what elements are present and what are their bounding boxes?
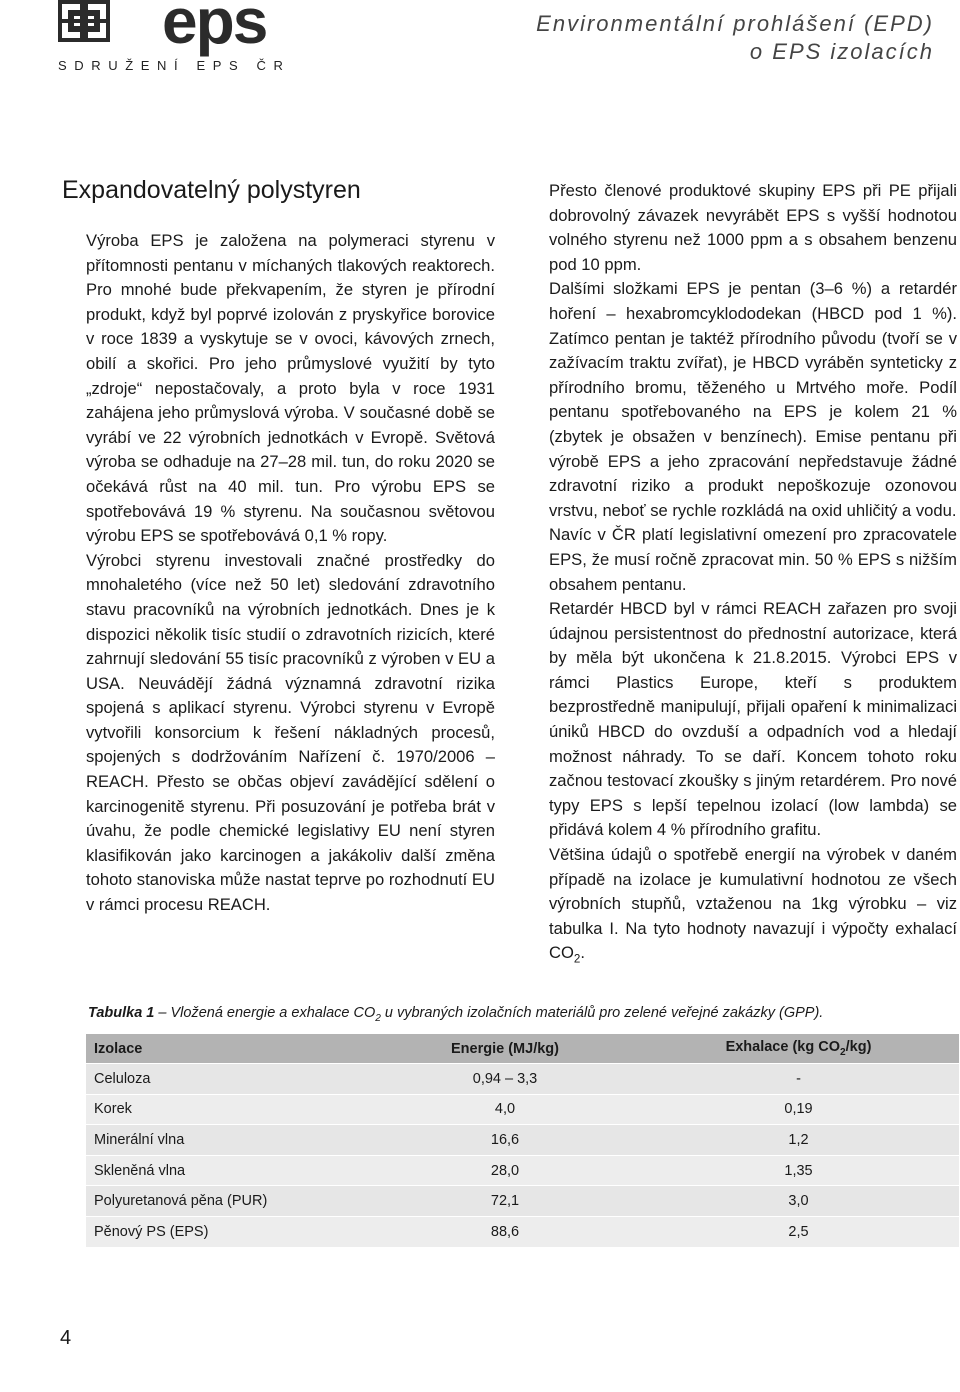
right-paragraph-4: Retardér HBCD byl v rámci REACH zařazen pro svoji údajnou persistentnost do přednostní autorizace, která by měla být ukončena k 21.8.2015. Výrobci EPS v rámci Plastics Europe, kteří s produktem bezprostředně manipulují, přijali opaření k minimalizaci úniků HBCD do ovzduší a odpadních vod a hledají možnost náhrady. To se daří. Koncem tohoto roku začnou testovací zkoušky s jiným retardérem. Pro nové typy EPS s lepší tepelnou izolací (low lambda) se přidává kolem 4 % přírodního grafitu. xyxy=(549,599,957,840)
right-paragraph-1: Přesto členové produktové skupiny EPS při PE přijali dobrovolný závazek nevyrábět EPS s vyšší hodnotou volného styrenu než 1000 ppm a s obsahem benzenu pod 10 ppm. xyxy=(549,181,957,274)
header-exhalace-a: Exhalace (kg CO xyxy=(725,1039,840,1056)
cell-energy: 16,6 xyxy=(490,1131,520,1148)
cell-exhalation: 3,0 xyxy=(788,1193,809,1210)
page-number: 4 xyxy=(60,1327,72,1349)
header-exhalace xyxy=(638,1034,959,1064)
header-exhalace-sub: 2 xyxy=(840,1046,846,1058)
cell-energy: 28,0 xyxy=(490,1162,520,1179)
header-line-2: o EPS izolacích xyxy=(749,39,934,64)
right-paragraph-5 xyxy=(549,843,957,972)
cell-exhalation: 0,19 xyxy=(784,1101,813,1118)
table-caption-text-a: – Vložená energie a exhalace CO xyxy=(154,1005,376,1021)
header-line-1: Environmentální prohlášení (EPD) xyxy=(536,11,934,36)
right-paragraph-5-text: Většina údajů o spotřebě energií na výrobek v daném případě na izolace je kumulativní hodnotou ze všech výrobních stupňů, vztaženou na 1kg výrobku – viz tabulka I. Na tyto hodnoty navazují i výpočty exhalací CO xyxy=(549,845,957,963)
table-header-row xyxy=(86,1034,959,1064)
cell-energy: 88,6 xyxy=(490,1223,520,1240)
table-caption-label: Tabulka 1 xyxy=(88,1005,155,1021)
cell-exhalation: 1,2 xyxy=(788,1131,809,1148)
header-energie: Energie (MJ/kg) xyxy=(372,1034,638,1064)
cell-energy: 0,94 – 3,3 xyxy=(472,1070,538,1087)
table-row xyxy=(86,1155,959,1186)
cell-material: Minerální vlna xyxy=(94,1131,185,1148)
right-paragraph-3: Navíc v ČR platí legislativní omezení pro zpracovatele EPS, že musí ročně zpracovat min. 50 % EPS s nižším obsahem pentanu. xyxy=(549,525,957,594)
cell-energy: 4,0 xyxy=(494,1101,516,1118)
co2-subscript: 2 xyxy=(573,952,581,966)
table-row xyxy=(86,1216,959,1246)
left-paragraph-2: Výrobci styrenu investovali značné prostředky do mnohaletého (více než 50 let) sledování zdravotního stavu pracovníků na výrobních jednotkách. Dnes je k dispozici několik tisíc studií o zdravotních rizicích, které zahrnují sledování 55 tisíc pracovníků z výroben v EU a USA. Neuvádějí žádná významná zdravotní rizika spojená s aplikací styrenu. Výrobci styrenu v Evropě vytvořili konsorcium k řešení nákladných procesů, spojených s dodržováním Nařízení č. 1970/2006 – REACH. Přesto se občas objeví zavádějící sdělení o karcinogenitě styrenu. Při posuzování je potřeba brát v úvahu, že podle chemické legislativy EU není styren klasifikován jako karcinogen a jakákoliv další změna tohoto stanoviska může nastat teprve po rozhodnutí EU v rámci procesu REACH. xyxy=(86,550,495,915)
right-paragraph-5-end: . xyxy=(580,943,585,963)
table-row xyxy=(86,1186,959,1217)
header-exhalace-b: /kg) xyxy=(845,1039,872,1056)
table-caption-text-b: u vybraných izolačních materiálů pro zelené veřejné zakázky (GPP). xyxy=(380,1005,824,1021)
right-column xyxy=(549,179,957,972)
header-izolace: Izolace xyxy=(86,1034,372,1064)
section-title: Expandovatelný polystyren xyxy=(62,176,361,204)
logo-tagline: SDRUŽENÍ EPS ČR xyxy=(58,58,291,73)
cell-material: Skleněná vlna xyxy=(94,1162,186,1179)
cell-exhalation: - xyxy=(796,1070,801,1087)
right-paragraph-2: Dalšími složkami EPS je pentan (3–6 %) a retardér hoření – hexabromcyklododekan (HBCD pod 1 %). Zatímco pentan je taktéž přírodního původu (tvoří se v zažívacím traktu zvířat), je HBCD vyráběn synteticky z přírodního bromu, těženého u Mrtvého moře. Podíl pentanu spotřebovaného na EPS je kolem 21 % (zbytek je obsažen v benzínech). Emise pentanu při výrobě EPS a jeho zpracování nepředstavuje žádné zdravotní riziko a produkt nepoškozuje ozonovou vrstvu, neboť se rychle rozkládá na oxid uhličitý a vodu. xyxy=(549,279,957,520)
left-column xyxy=(86,229,495,918)
table-caption xyxy=(88,1005,823,1024)
cell-exhalation: 2,5 xyxy=(788,1223,809,1240)
cell-material: Korek xyxy=(94,1101,132,1118)
cell-energy: 72,1 xyxy=(490,1193,520,1210)
cell-material: Polyuretanová pěna (PUR) xyxy=(94,1193,268,1210)
page-header xyxy=(536,10,934,66)
table-caption-sub: 2 xyxy=(375,1012,381,1024)
logo-wordmark: eps xyxy=(162,0,267,57)
cell-material: Pěnový PS (EPS) xyxy=(94,1223,209,1240)
cell-exhalation: 1,35 xyxy=(784,1162,813,1179)
table-row xyxy=(86,1094,959,1125)
left-paragraph-1: Výroba EPS je založena na polymeraci styrenu v přítomnosti pentanu v míchaných tlakových reaktorech. Pro mnohé bude překvapením, že styren je přírodní produkt, když byl poprvé izolován z pryskyřice borovice v roce 1839 a vyskytuje se v ovoci, kávových zrnech, obilí a skořici. Pro jeho průmyslové využití by tyto „zdroje“ nepostačovaly, a proto byla v roce 1931 zahájena jeho průmyslová výroba. V současné době se vyrábí ve 22 výrobních jednotkách v Evropě. Světová výroba se odhaduje na 27–28 mil. tun, do roku 2020 se očekává růst na 40 mil. tun. Pro výrobu EPS se spotřebovává 19 % styrenu. Na současnou světovou výrobu EPS se spotřebovává 0,1 % ropy. xyxy=(86,231,495,546)
table-row xyxy=(86,1064,959,1095)
cell-material: Celuloza xyxy=(94,1070,151,1087)
table-row xyxy=(86,1125,959,1156)
energy-table xyxy=(86,1034,959,1247)
